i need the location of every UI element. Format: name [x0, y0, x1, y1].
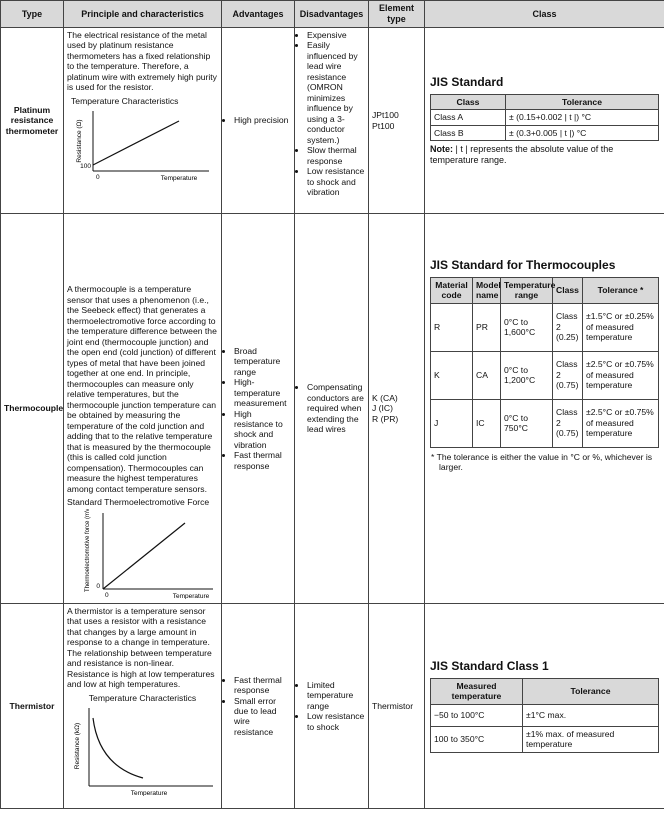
class-block — [428, 75, 661, 166]
element-type-item: Thermistor — [372, 700, 414, 711]
class-title: JIS Standard — [430, 74, 504, 89]
sub-header: Tolerance * — [583, 277, 659, 303]
sub-header-row — [431, 94, 659, 109]
table-row — [431, 303, 659, 351]
jis-tolerance-table — [430, 94, 659, 141]
sub-header: Tolerance — [523, 678, 659, 704]
chart-xlabel: Temperature — [160, 175, 198, 183]
advantage-item: • High precision — [234, 115, 291, 125]
element-type-item: Pt100 — [372, 120, 395, 131]
chart-y-origin: 100 — [80, 163, 91, 171]
element-type-item: JPt100 — [372, 110, 399, 121]
sub-header-row — [431, 277, 659, 303]
table-cell: Class A — [431, 110, 506, 125]
chart-x-origin: 0 — [96, 174, 100, 182]
advantage-item: • High resistance to shock and vibration — [234, 409, 291, 451]
characteristic-line — [93, 121, 179, 165]
table-cell: K — [431, 351, 473, 399]
element-type-cell — [369, 28, 425, 214]
disadvantage-item: • Easily influenced by lead wire resistance (OMRON minimizes influence by using a 3-conductor system.) — [307, 40, 365, 145]
sub-header-row — [431, 678, 659, 704]
sub-header: Measured temperature — [431, 678, 523, 704]
header-disadvantages: Disadvantages — [295, 1, 369, 28]
table-cell: Class B — [431, 125, 506, 140]
chart-x-origin: 0 — [105, 591, 109, 599]
resistance-chart — [67, 107, 217, 183]
disadvantages-cell — [295, 604, 369, 809]
table-cell: ±2.5°C or ±0.75% of measured temperature — [583, 351, 659, 399]
table-cell: −50 to 100°C — [431, 704, 523, 726]
advantage-item: • High-temperature measurement — [234, 377, 291, 408]
disadvantage-item: • Slow thermal response — [307, 145, 365, 166]
table-cell: CA — [473, 351, 501, 399]
type-cell: Platinum resistance thermometer — [1, 28, 64, 214]
thermoelectromotive-chart — [67, 509, 217, 599]
element-type-item: J (IC) — [372, 403, 394, 414]
disadvantages-list — [298, 30, 365, 198]
element-type-item: R (PR) — [372, 413, 399, 424]
chart-title: Temperature Characteristics — [88, 692, 197, 703]
chart-title: Standard Thermoelectromotive Force — [67, 497, 210, 508]
table-cell: R — [431, 303, 473, 351]
class-note — [430, 144, 659, 166]
class-cell — [425, 604, 664, 809]
table-cell: ±1°C max. — [523, 704, 659, 726]
class-block — [428, 659, 661, 753]
chart-ylabel: Resistance (kΩ) — [74, 723, 81, 770]
table-cell: 0°C to 1,600°C — [501, 303, 553, 351]
table-row — [431, 704, 659, 726]
row-thermistor — [1, 604, 664, 809]
advantages-list — [225, 675, 291, 738]
thermocouple-class-table — [430, 277, 659, 448]
element-type-cell — [369, 604, 425, 809]
disadvantages-list — [298, 382, 365, 434]
class-title: JIS Standard for Thermocouples — [430, 258, 616, 272]
advantages-list — [225, 115, 291, 125]
principle-cell — [64, 214, 222, 604]
table-cell: 0°C to 1,200°C — [501, 351, 553, 399]
table-row — [431, 351, 659, 399]
note-text: | t | represents the absolute value of the temperature range. — [430, 144, 614, 166]
sub-header: Tolerance — [506, 94, 659, 109]
disadvantages-list — [298, 680, 365, 732]
class-block — [428, 258, 661, 473]
advantage-item: • Fast thermal response — [234, 675, 291, 696]
table-cell: Class 2 (0.75) — [553, 399, 583, 447]
principle-cell — [64, 28, 222, 214]
table-cell: 100 to 350°C — [431, 726, 523, 752]
advantages-cell — [222, 28, 295, 214]
thermistor-resistance-chart — [67, 704, 217, 796]
disadvantage-item: • Limited temperature range — [307, 680, 365, 711]
type-cell: Thermistor — [1, 604, 64, 809]
chart-title: Temperature Characteristics — [71, 95, 179, 106]
class-cell — [425, 214, 664, 604]
sub-header: Class — [553, 277, 583, 303]
header-class: Class — [425, 1, 664, 28]
chart-xlabel: Temperature — [130, 790, 168, 797]
advantage-item: • Fast thermal response — [234, 450, 291, 471]
disadvantage-item: • Low resistance to shock — [307, 711, 365, 732]
principle-cell — [64, 604, 222, 809]
characteristic-curve — [93, 718, 143, 778]
header-type: Type — [1, 1, 64, 28]
disadvantage-item: • Low resistance to shock and vibration — [307, 166, 365, 197]
table-cell: Class 2 (0.25) — [553, 303, 583, 351]
principle-text: The electrical resistance of the metal used by platinum resistance thermometers has a fixed relationship to the temperature. Therefore, a platinum wire with extremely high purity is used for the resistor. — [67, 30, 217, 93]
table-cell: ±2.5°C or ±0.75% of measured temperature — [583, 399, 659, 447]
advantages-list — [225, 346, 291, 472]
header-row — [1, 1, 664, 28]
principle-text: A thermistor is a temperature sensor that uses a resistor with a resistance that changes by a large amount in response to a change in temperature. The relationship between temperature and resistance is non-linear. Resistance is high at low temperatures and low at high temperatures. — [67, 606, 215, 690]
row-platinum — [1, 28, 664, 214]
header-principle: Principle and characteristics — [64, 1, 222, 28]
table-cell: ±1.5°C or ±0.25% of measured temperature — [583, 303, 659, 351]
header-advantages: Advantages — [222, 1, 295, 28]
disadvantage-item: • Expensive — [307, 30, 365, 40]
element-type-cell — [369, 214, 425, 604]
element-type-item: K (CA) — [372, 392, 398, 403]
table-cell: ± (0.15+0.002 | t |) °C — [506, 110, 659, 125]
class-footnote: * The tolerance is either the value in °C or %, whichever is larger. — [431, 451, 653, 473]
table-cell: J — [431, 399, 473, 447]
chart-xlabel: Temperature — [172, 592, 210, 599]
table-cell: ± (0.3+0.005 | t |) °C — [506, 125, 659, 140]
advantage-item: • Broad temperature range — [234, 346, 291, 377]
table-row — [431, 399, 659, 447]
table-cell: IC — [473, 399, 501, 447]
sub-header: Material code — [431, 277, 473, 303]
sub-header: Temperature range — [501, 277, 553, 303]
table-row — [431, 110, 659, 125]
table-row — [431, 125, 659, 140]
chart-ylabel: Resistance (Ω) — [76, 119, 83, 163]
characteristic-line — [103, 523, 185, 589]
table-cell: PR — [473, 303, 501, 351]
sub-header: Model name — [473, 277, 501, 303]
class-title: JIS Standard Class 1 — [430, 659, 549, 674]
principle-text: A thermocouple is a temperature sensor that uses a phenomenon (i.e., the Seebeck effect) that generates a thermoelectromotive force according to the temperature difference between the joint end (thermocouple junction) and the open end (cold junction) of different types of metal that have been joined together at one end. In principle, thermocouples can measure only relative temperatures, but the thermocouple junction temperature can be obtained by measuring the temperature of the cold junction and adding that to the relative temperature that is measured by the thermocouple (this is called cold junction compensation). Thermocouples can measure the highest temperatures among contact temperature sensors. — [67, 284, 217, 494]
sub-header: Class — [431, 94, 506, 109]
disadvantages-cell — [295, 28, 369, 214]
advantages-cell — [222, 604, 295, 809]
class-cell — [425, 28, 664, 214]
table-cell: ±1% max. of measured temperature — [523, 726, 659, 752]
disadvantage-item: • Compensating conductors are required when extending the lead wires — [307, 382, 365, 434]
header-element-type: Element type — [369, 1, 425, 28]
advantage-item: • Small error due to lead wire resistance — [234, 696, 291, 738]
chart-y-origin: 0 — [96, 582, 100, 590]
row-thermocouple — [1, 214, 664, 604]
table-row — [431, 726, 659, 752]
type-cell: Thermocouple — [1, 214, 64, 604]
chart-ylabel: Thermoelectromotive force (mV) — [85, 508, 91, 592]
table-cell: 0°C to 750°C — [501, 399, 553, 447]
note-label: Note: — [430, 144, 453, 155]
disadvantages-cell — [295, 214, 369, 604]
advantages-cell — [222, 214, 295, 604]
table-cell: Class 2 (0.75) — [553, 351, 583, 399]
thermistor-class-table — [430, 678, 659, 753]
